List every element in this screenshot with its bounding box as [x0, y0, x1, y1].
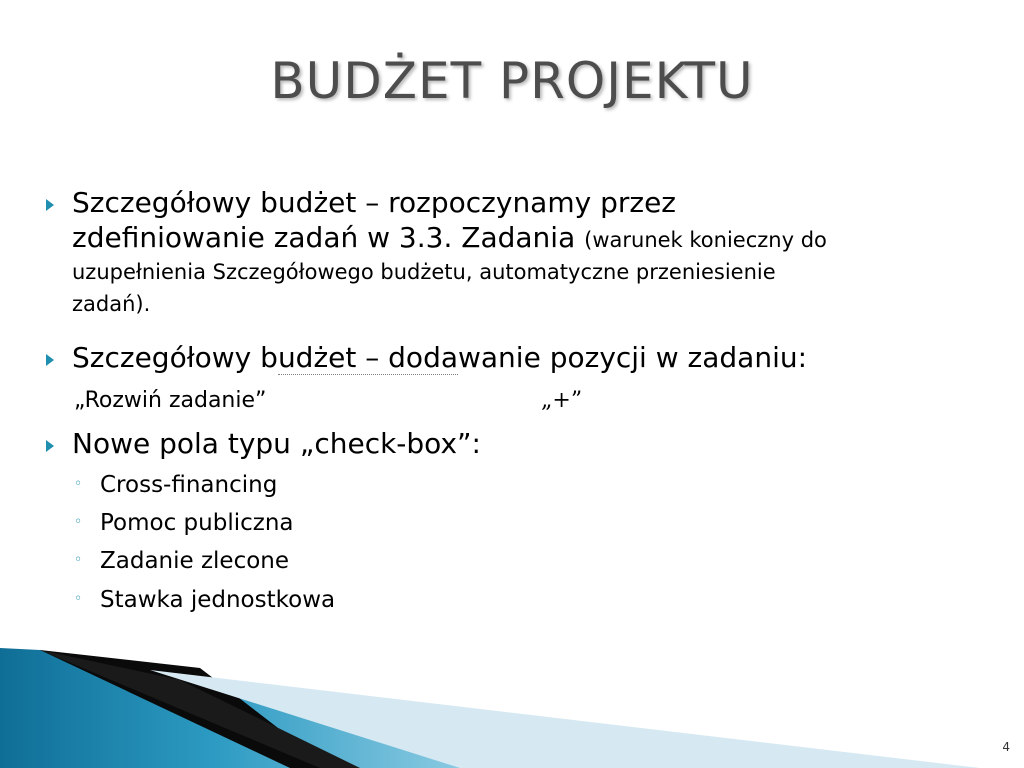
- triangle-right-icon: [44, 439, 56, 453]
- bullet-text-1: [72, 185, 1007, 320]
- sub-item-label: Stawka jednostkowa: [100, 587, 336, 613]
- small-circle-icon: ◦: [74, 591, 83, 607]
- bullet-1-note-start: (warunek konieczny do: [584, 228, 827, 252]
- slide-title: BUDŻET PROJEKTU: [270, 52, 754, 110]
- bullet-1-note-line-2: uzupełnienia Szczegółowego budżetu, automatyczne przeniesienie: [72, 260, 776, 284]
- plus-quote: „+”: [541, 388, 583, 413]
- bullet-2-underlined: udżet – doda: [277, 341, 458, 374]
- small-circle-icon: ◦: [74, 552, 83, 568]
- bullet-1-line-1: Szczegółowy budżet – rozpoczynamy przez: [72, 186, 676, 219]
- page-number: 4: [1002, 740, 1010, 754]
- triangle-right-icon: [44, 353, 56, 367]
- bullet-2-prefix: Szczegółowy b: [72, 341, 278, 374]
- small-circle-icon: ◦: [74, 476, 83, 492]
- sub-item-label: Pomoc publiczna: [100, 510, 294, 536]
- sub-item-label: Zadanie zlecone: [100, 548, 290, 574]
- triangle-right-icon: [44, 198, 56, 212]
- rozwin-zadanie-quote: „Rozwiń zadanie”: [74, 388, 267, 413]
- decorative-wave-shape: [0, 640, 1024, 768]
- bullet-1-note-line-3: zadań).: [72, 292, 151, 316]
- bullet-1-line-2-main: zdefiniowanie zadań w 3.3. Zadania: [72, 221, 576, 254]
- bullet-text-2: [72, 340, 1007, 375]
- bullet-1-line-2: [72, 220, 1007, 256]
- bullet-text-3: Nowe pola typu „check-box”:: [72, 427, 481, 460]
- sub-item-label: Cross-financing: [100, 472, 278, 498]
- small-circle-icon: ◦: [74, 514, 83, 530]
- bullet-2-suffix: wanie pozycji w zadaniu:: [458, 341, 808, 374]
